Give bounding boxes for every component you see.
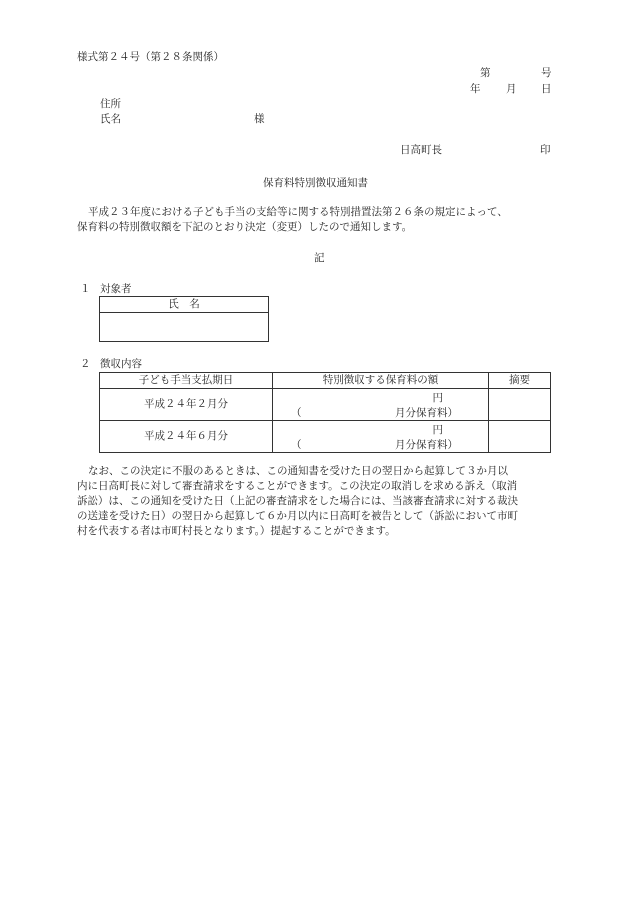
appeal-notice-paragraph [77,464,559,539]
remarks-cell [489,389,551,421]
subject-table [99,296,269,342]
subject-name-cell [100,313,269,342]
document-number-prefix: 第 [480,67,491,79]
amount-cell [273,421,489,453]
intro-line: 平成２３年度における子ども手当の支給等に関する特別措置法第２６条の規定によって、 [88,206,508,218]
section1-heading: 対象者 [100,283,132,295]
month-note: 月分保育料） [395,407,458,419]
notice-line: 内に日高町長に対して審査請求をすることができます。この決定の取消しを求める訴え（取消 [77,480,518,492]
seal-mark: 印 [540,144,551,156]
section2-heading: 徴収内容 [100,358,142,370]
date-year-label: 年 [470,83,481,95]
table-row [100,421,551,453]
section2-number: ２ [80,358,91,370]
intro-paragraph [77,205,559,235]
address-label: 住所 [100,98,121,110]
notice-line: 訴訟）は、この通知を受けた日（上記の審査請求をした場合には、当該審査請求に対する裁決 [77,495,518,507]
yen-unit: 円 [432,392,443,404]
section1-number: １ [80,283,91,295]
notice-line: の送達を受けた日）の翌日から起算して６か月以内に日高町を被告として（訴訟において市町 [77,510,518,522]
table-row [100,389,551,421]
ki-heading: 記 [314,252,325,264]
amount-cell [273,389,489,421]
date-month-label: 月 [506,83,517,95]
honorific: 様 [254,113,265,125]
month-note: 月分保育料） [395,439,458,451]
notice-line: なお、この決定に不服のあるときは、この通知書を受けた日の翌日から起算して３か月以 [88,465,508,477]
paren-open: （ [291,407,302,419]
column-header-amount: 特別徴収する保育料の額 [273,373,489,389]
document-title: 保育料特別徴収通知書 [263,177,368,189]
issuer-name: 日高町長 [400,144,442,156]
period-cell: 平成２４年６月分 [100,421,273,453]
document-number-suffix: 号 [541,67,552,79]
column-header-remarks: 摘要 [489,373,551,389]
notice-line: 村を代表する者は市町村長となります。）提起することができます。 [77,525,396,537]
name-label: 氏名 [100,113,121,125]
form-number: 様式第２４号（第２８条関係） [77,51,224,63]
period-cell: 平成２４年２月分 [100,389,273,421]
subject-name-header: 氏 名 [100,297,269,313]
paren-open: （ [291,439,302,451]
collection-table [99,372,551,453]
remarks-cell [489,421,551,453]
column-header-period: 子ども手当支払期日 [100,373,273,389]
date-day-label: 日 [541,83,552,95]
intro-line: 保育料の特別徴収額を下記のとおり決定（変更）したので通知します。 [77,221,413,233]
yen-unit: 円 [432,424,443,436]
